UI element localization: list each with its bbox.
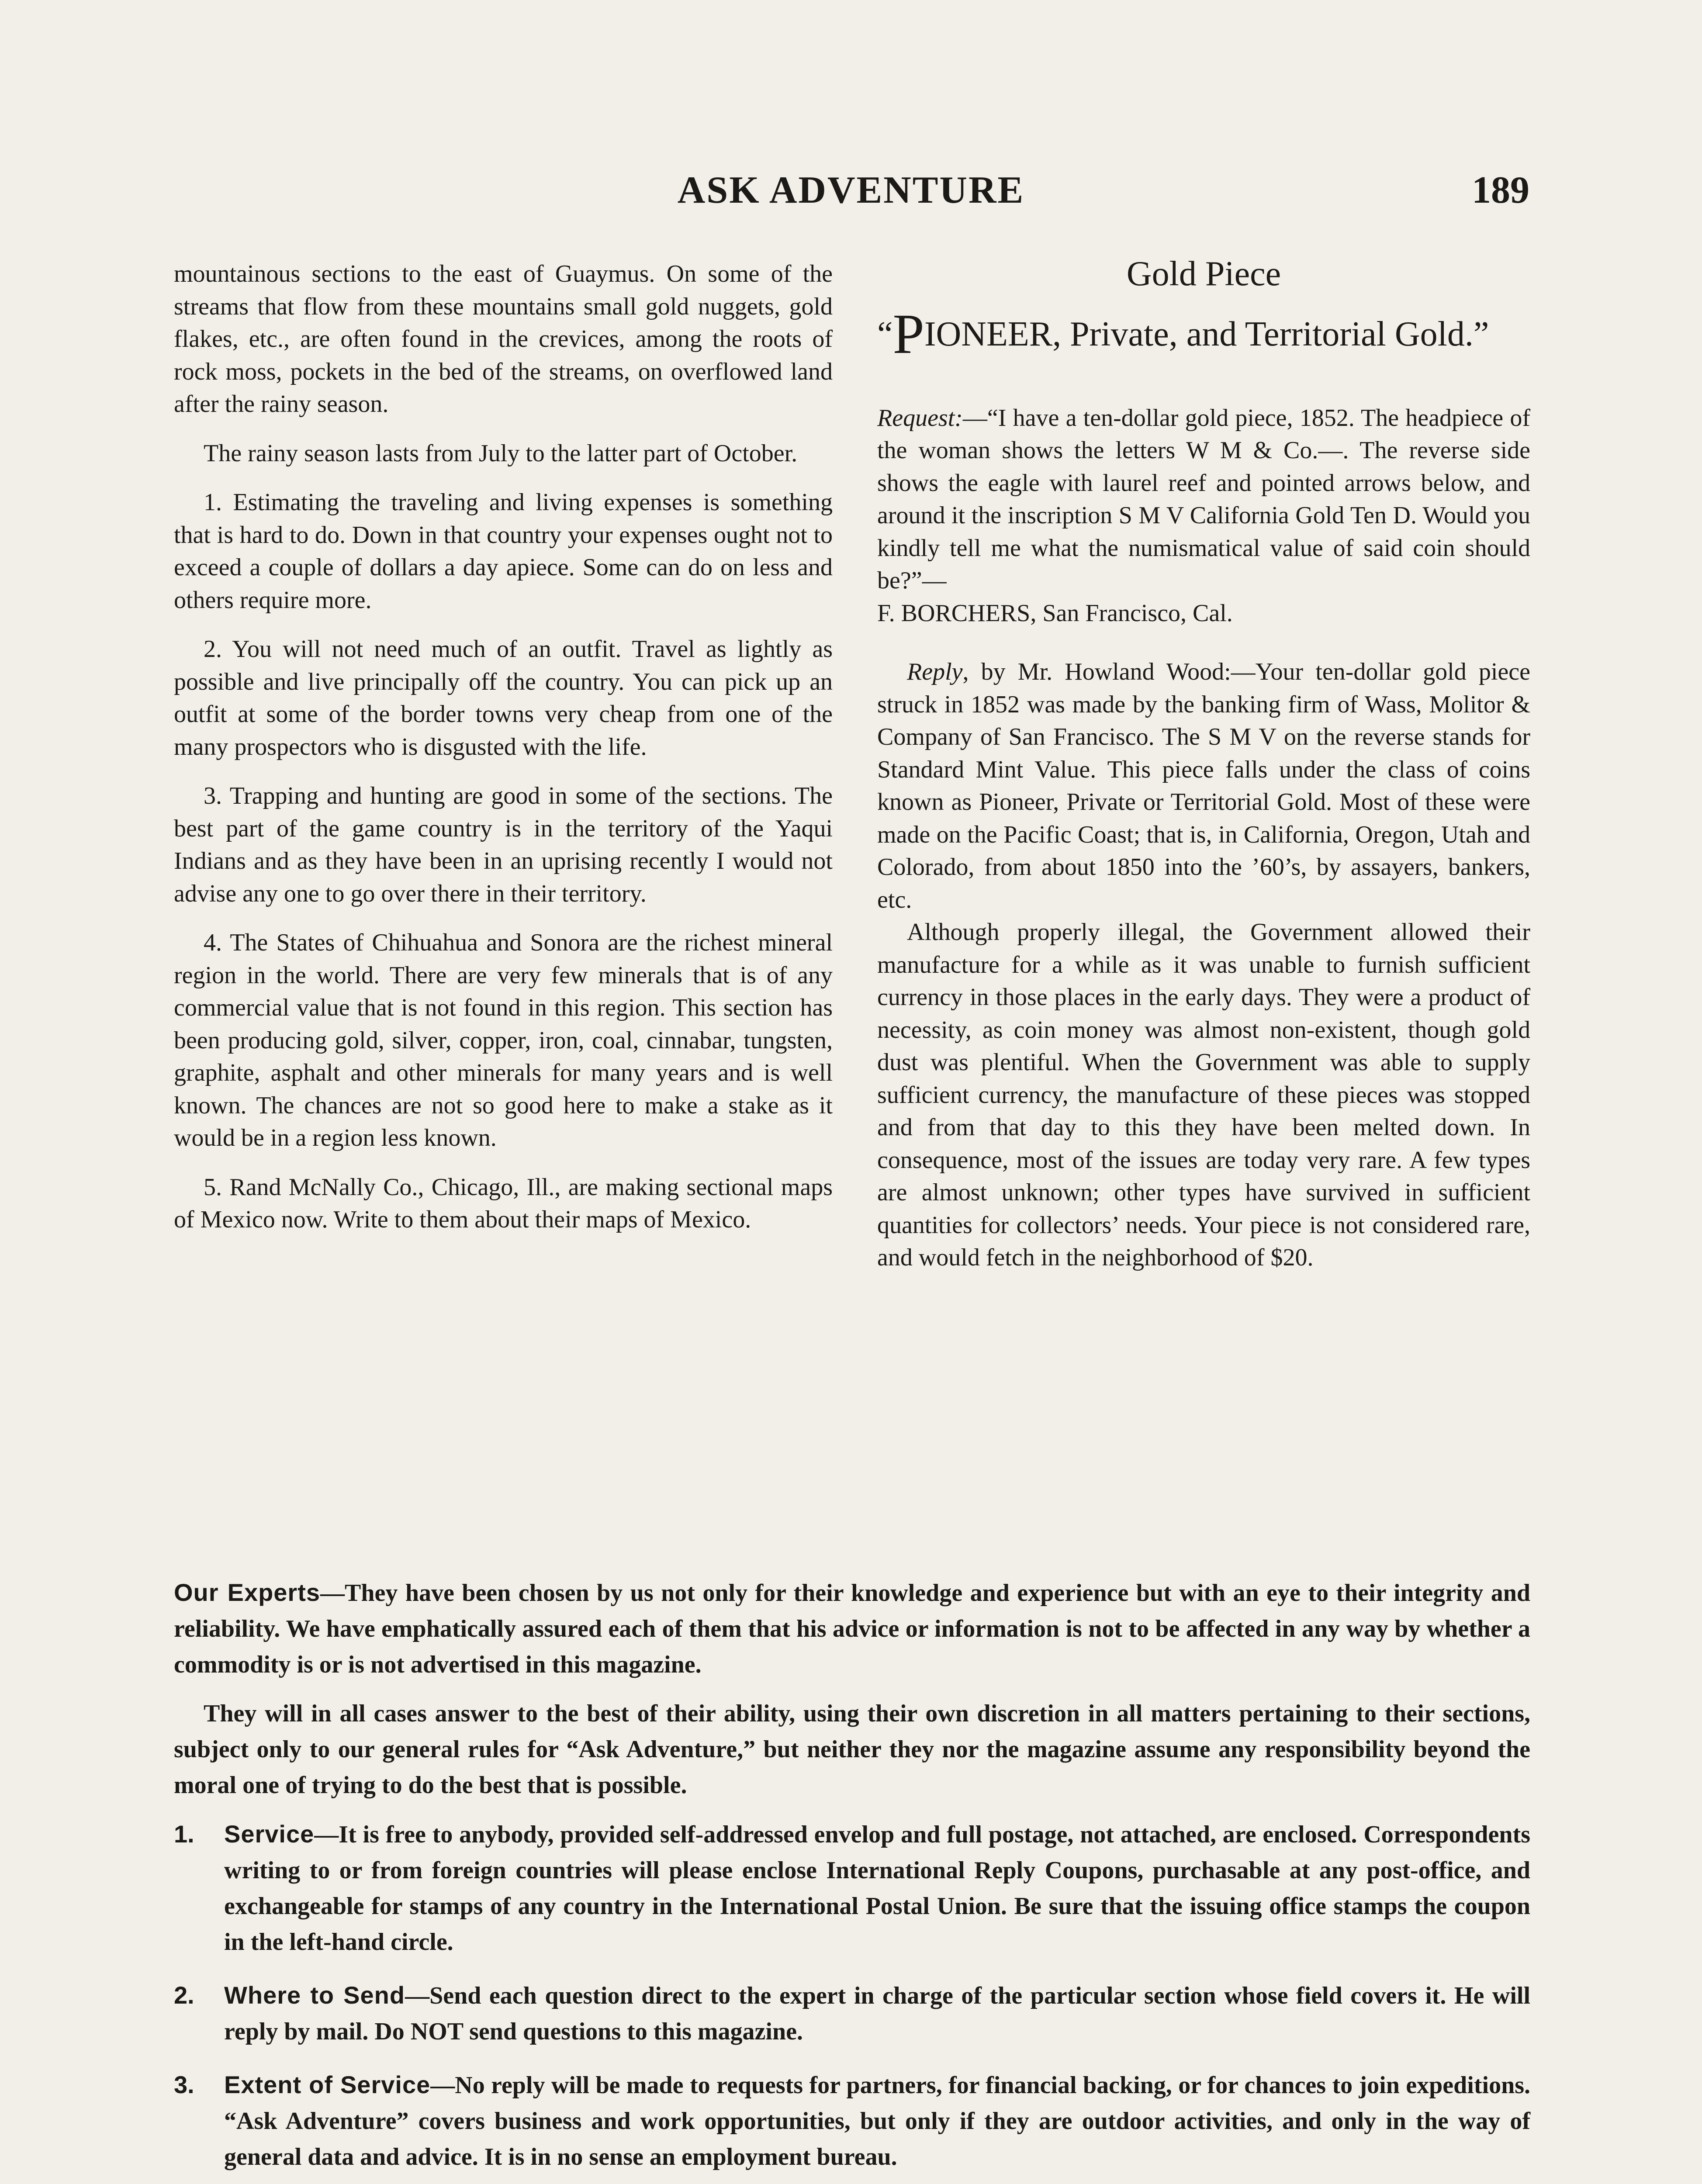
left-paragraph: 3. Trapping and hunting are good in some of the sections. The best part of the game country is in the territory of the Yaqui Indians and as they have been in an uprising recently I would not advise any one to go over there in their territory. xyxy=(174,782,833,907)
reply-paragraph: Although properly illegal, the Government allowed their manufacture for a while as it was unable to furnish sufficient currency in those places in the early days. They were a product of necessity, as coin money was almost non-existent, though gold dust was plentiful. When the Government was able to supply sufficient currency, the manufacture of these pieces was stopped and from that day to this they have been melted down. In consequence, most of the issues are today very rare. A few types are almost unknown; other types have survived in sufficient quantities for collectors’ needs. Your piece is not considered rare, and would fetch in the neighborhood of $20. xyxy=(877,919,1530,1271)
right-column xyxy=(877,255,1530,1274)
experts-section xyxy=(174,1575,1530,2184)
request-paragraph xyxy=(877,402,1530,630)
rule-label: Service xyxy=(224,1820,315,1848)
running-title: ASK ADVENTURE xyxy=(677,169,1025,211)
rule-text: —No reply will be made to requests for partners, for financial backing, or for chances to join expeditions. “Ask Adventure” covers business and work opportunities, but only if they are outdoor activities, and only in the way of general data and advice. It is in no sense an employment bureau. xyxy=(224,2072,1531,2170)
drop-cap: P xyxy=(893,302,924,366)
rule-label: Extent of Service xyxy=(224,2071,431,2098)
rule-text: —It is free to anybody, provided self-addressed envelop and full postage, not attached, are enclosed. Correspondents writing to or from foreign countries will please enclose International Reply Coupons, purchasable at any post-office, and exchangeable for stamps of any country in the International Postal Union. Be sure that the issuing office stamps the coupon in the left-hand circle. xyxy=(224,1821,1530,1956)
title-open-quote: “ xyxy=(877,314,893,353)
left-paragraph: The rainy season lasts from July to the latter part of October. xyxy=(204,439,798,467)
rule-label: Where to Send xyxy=(224,1981,405,2009)
page-number: 189 xyxy=(1472,169,1529,211)
reply-label: Reply xyxy=(907,658,963,685)
request-signoff: F. BORCHERS xyxy=(877,599,1031,627)
request-text: —“I have a ten-dollar gold piece, 1852. The headpiece of the woman shows the letters W M & Co.—. The reverse side shows the eagle with laurel reef and pointed arrows below, and around it the inscription S M V California Gold Ten D. Would you kindly tell me what the numismatical value of said coin should be?”— xyxy=(877,404,1530,594)
reply-text: , by Mr. Howland Wood:—Your ten-dollar gold piece struck in 1852 was made by the banking firm of Wass, Molitor & Company of San Francisco. The S M V on the reverse stands for Standard Mint Value. This piece falls under the class of coins known as Pioneer, Private or Territorial Gold. Most of these were made on the Pacific Coast; that is, in California, Oregon, Utah and Colorado, from about 1850 into the ’60’s, by assayers, bankers, etc. xyxy=(877,658,1530,913)
experts-intro-text: —They have been chosen by us not only for their knowledge and experience but with an eye to their integrity and reliability. We have emphatically assured each of them that his advice or information is not to be affected in any way by whether a commodity is or is not advertised in this magazine. xyxy=(174,1579,1530,1678)
rule-item xyxy=(174,1977,1530,2049)
reply-paragraph xyxy=(877,656,1530,916)
title-text: IONEER, Private, and Territorial Gold.” xyxy=(924,314,1489,353)
experts-intro xyxy=(174,1575,1530,1683)
request-place: , San Francisco, Cal. xyxy=(1030,599,1233,627)
request-label: Request: xyxy=(877,404,963,432)
page-header xyxy=(0,168,1702,216)
rule-number: 3. xyxy=(174,2071,194,2098)
rule-item xyxy=(174,1816,1530,1960)
rule-number: 2. xyxy=(174,1981,194,2009)
rule-item xyxy=(174,2067,1530,2175)
left-paragraph: mountainous sections to the east of Guaymus. On some of the streams that flow from these mountains small gold nuggets, gold flakes, etc., are often found in the crevices, among the roots of rock moss, pockets in the bed of the streams, on overflowed land after the rainy season. xyxy=(174,260,833,418)
article-title xyxy=(877,302,1530,366)
experts-label: Our Experts xyxy=(174,1579,321,1606)
left-paragraph: 4. The States of Chihuahua and Sonora are the richest mineral region in the world. There are very few minerals that is of any commercial value that is not found in this region. This section has been producing gold, silver, copper, iron, coal, cinnabar, tungsten, graphite, asphalt and other minerals for many years and is well known. The chances are not so good here to make a stake as it would be in a region less known. xyxy=(174,929,833,1151)
experts-paragraph: They will in all cases answer to the best of their ability, using their own discretion in all matters pertaining to their sections, subject only to our general rules for “Ask Adventure,” but neither they nor the magazine assume any responsibility beyond the moral one of trying to do the best that is possible. xyxy=(174,1700,1530,1799)
left-paragraph: 1. Estimating the traveling and living expenses is something that is hard to do. Down in that country your expenses ought not to exceed a couple of dollars a day apiece. Some can do on less and others require more. xyxy=(174,489,833,614)
left-column xyxy=(174,258,833,1253)
rule-text: —Send each question direct to the expert in charge of the particular section whose field covers it. He will reply by mail. Do NOT send questions to this magazine. xyxy=(224,1982,1530,2045)
section-heading: Gold Piece xyxy=(1126,255,1281,293)
left-paragraph: 5. Rand McNally Co., Chicago, Ill., are making sectional maps of Mexico now. Write to them about their maps of Mexico. xyxy=(174,1173,833,1233)
left-paragraph: 2. You will not need much of an outfit. Travel as lightly as possible and live principally off the country. You can pick up an outfit at some of the border towns very cheap from one of the many prospectors who is disgusted with the life. xyxy=(174,636,833,760)
rule-number: 1. xyxy=(174,1820,194,1848)
